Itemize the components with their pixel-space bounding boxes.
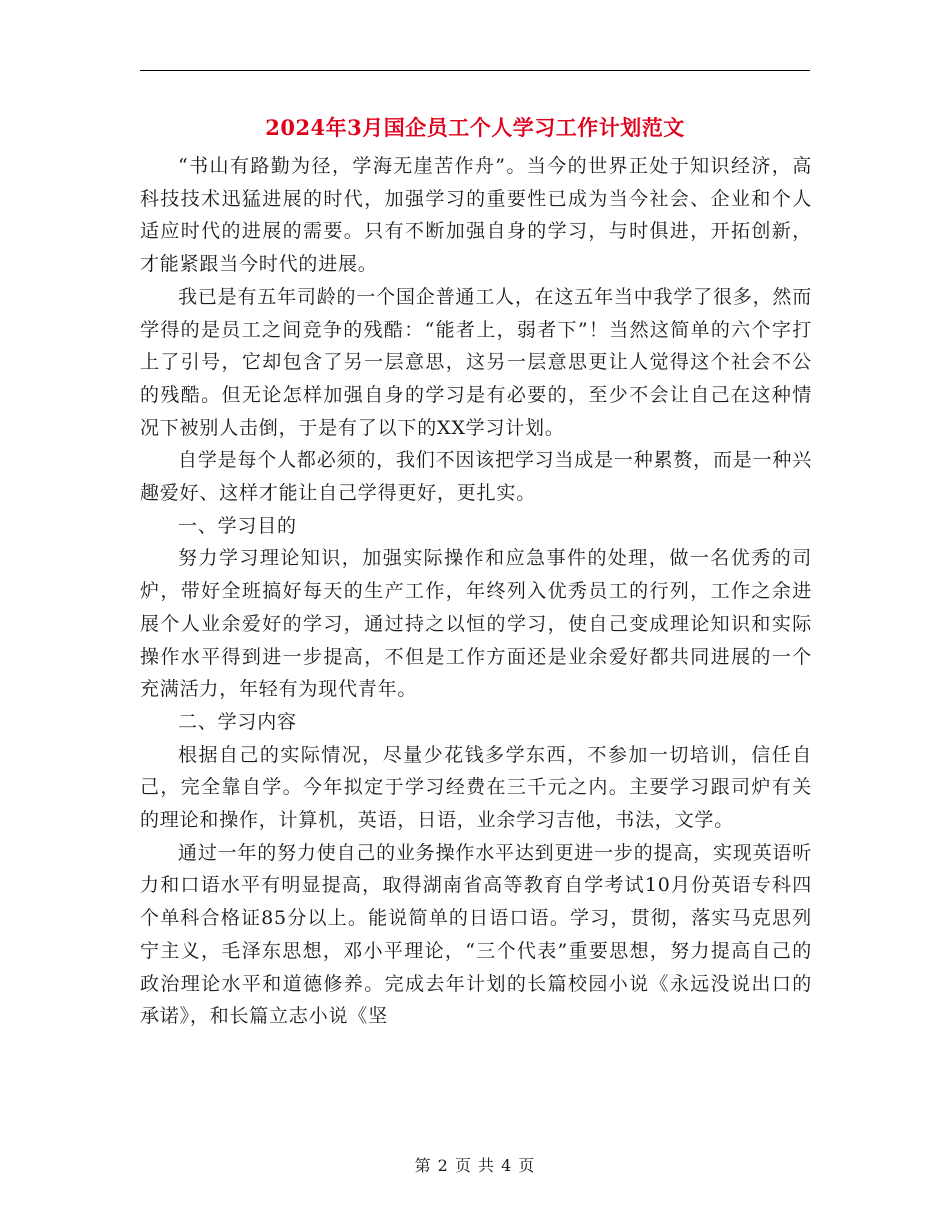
document-body [140, 150, 812, 1033]
paragraph-intro: “书山有路勤为径，学海无崖苦作舟”。当今的世界正处于知识经济，高科技技术迅猛进展的时代，加强学习的重要性已成为当今社会、企业和个人适应时代的进展的需要。只有不断加强自身的学习，与时俱进，开拓创新，才能紧跟当今时代的进展。 [140, 155, 812, 276]
paragraph-purpose: 努力学习理论知识，加强实际操作和应急事件的处理，做一名优秀的司炉，带好全班搞好每天的生产工作，年终列入优秀员工的行列，工作之余进展个人业余爱好的学习，通过持之以恒的学习，使自己变成理论知识和实际操作水平得到进一步提高，不但是工作方面还是业余爱好都共同进展的一个充满活力，年轻有为现代青年。 [140, 547, 812, 701]
paragraph-content: 根据自己的实际情况，尽量少花钱多学东西，不参加一切培训，信任自己，完全靠自学。今年拟定于学习经费在三千元之内。主要学习跟司炉有关的理论和操作，计算机，英语，日语，业余学习吉他，书法，文学。 [140, 743, 812, 832]
paragraph-background: 我已是有五年司龄的一个国企普通工人，在这五年当中我学了很多，然而学得的是员工之间竞争的残酷：“能者上，弱者下”！当然这简单的六个字打上了引号，它却包含了另一层意思，这另一层意思更让人觉得这个社会不公的残酷。但无论怎样加强自身的学习是有必要的，至少不会让自己在这种情况下被别人击倒，于是有了以下的XX学习计划。 [140, 285, 812, 439]
paragraph-goals: 通过一年的努力使自己的业务操作水平达到更进一步的提高，实现英语听力和口语水平有明显提高，取得湖南省高等教育自学考试10月份英语专科四个单科合格证85分以上。能说简单的日语口语。学习，贯彻，落实马克思列宁主义，毛泽东思想，邓小平理论，“三个代表”重要思想，努力提高自己的政治理论水平和道德修养。完成去年计划的长篇校园小说《永远没说出口的承诺》，和长篇立志小说《坚 [140, 841, 812, 1028]
page-number-footer: 第 2 页 共 4 页 [414, 1156, 536, 1175]
document-title: 2024年3月国企员工个人学习工作计划范文 [265, 115, 685, 140]
section-heading-purpose: 一、学习目的 [178, 514, 297, 537]
header-rule [140, 70, 810, 71]
section-heading-content: 二、学习内容 [178, 710, 297, 733]
paragraph-self-study: 自学是每个人都必须的，我们不因该把学习当成是一种累赘，而是一种兴趣爱好、这样才能让自己学得更好，更扎实。 [140, 449, 812, 505]
